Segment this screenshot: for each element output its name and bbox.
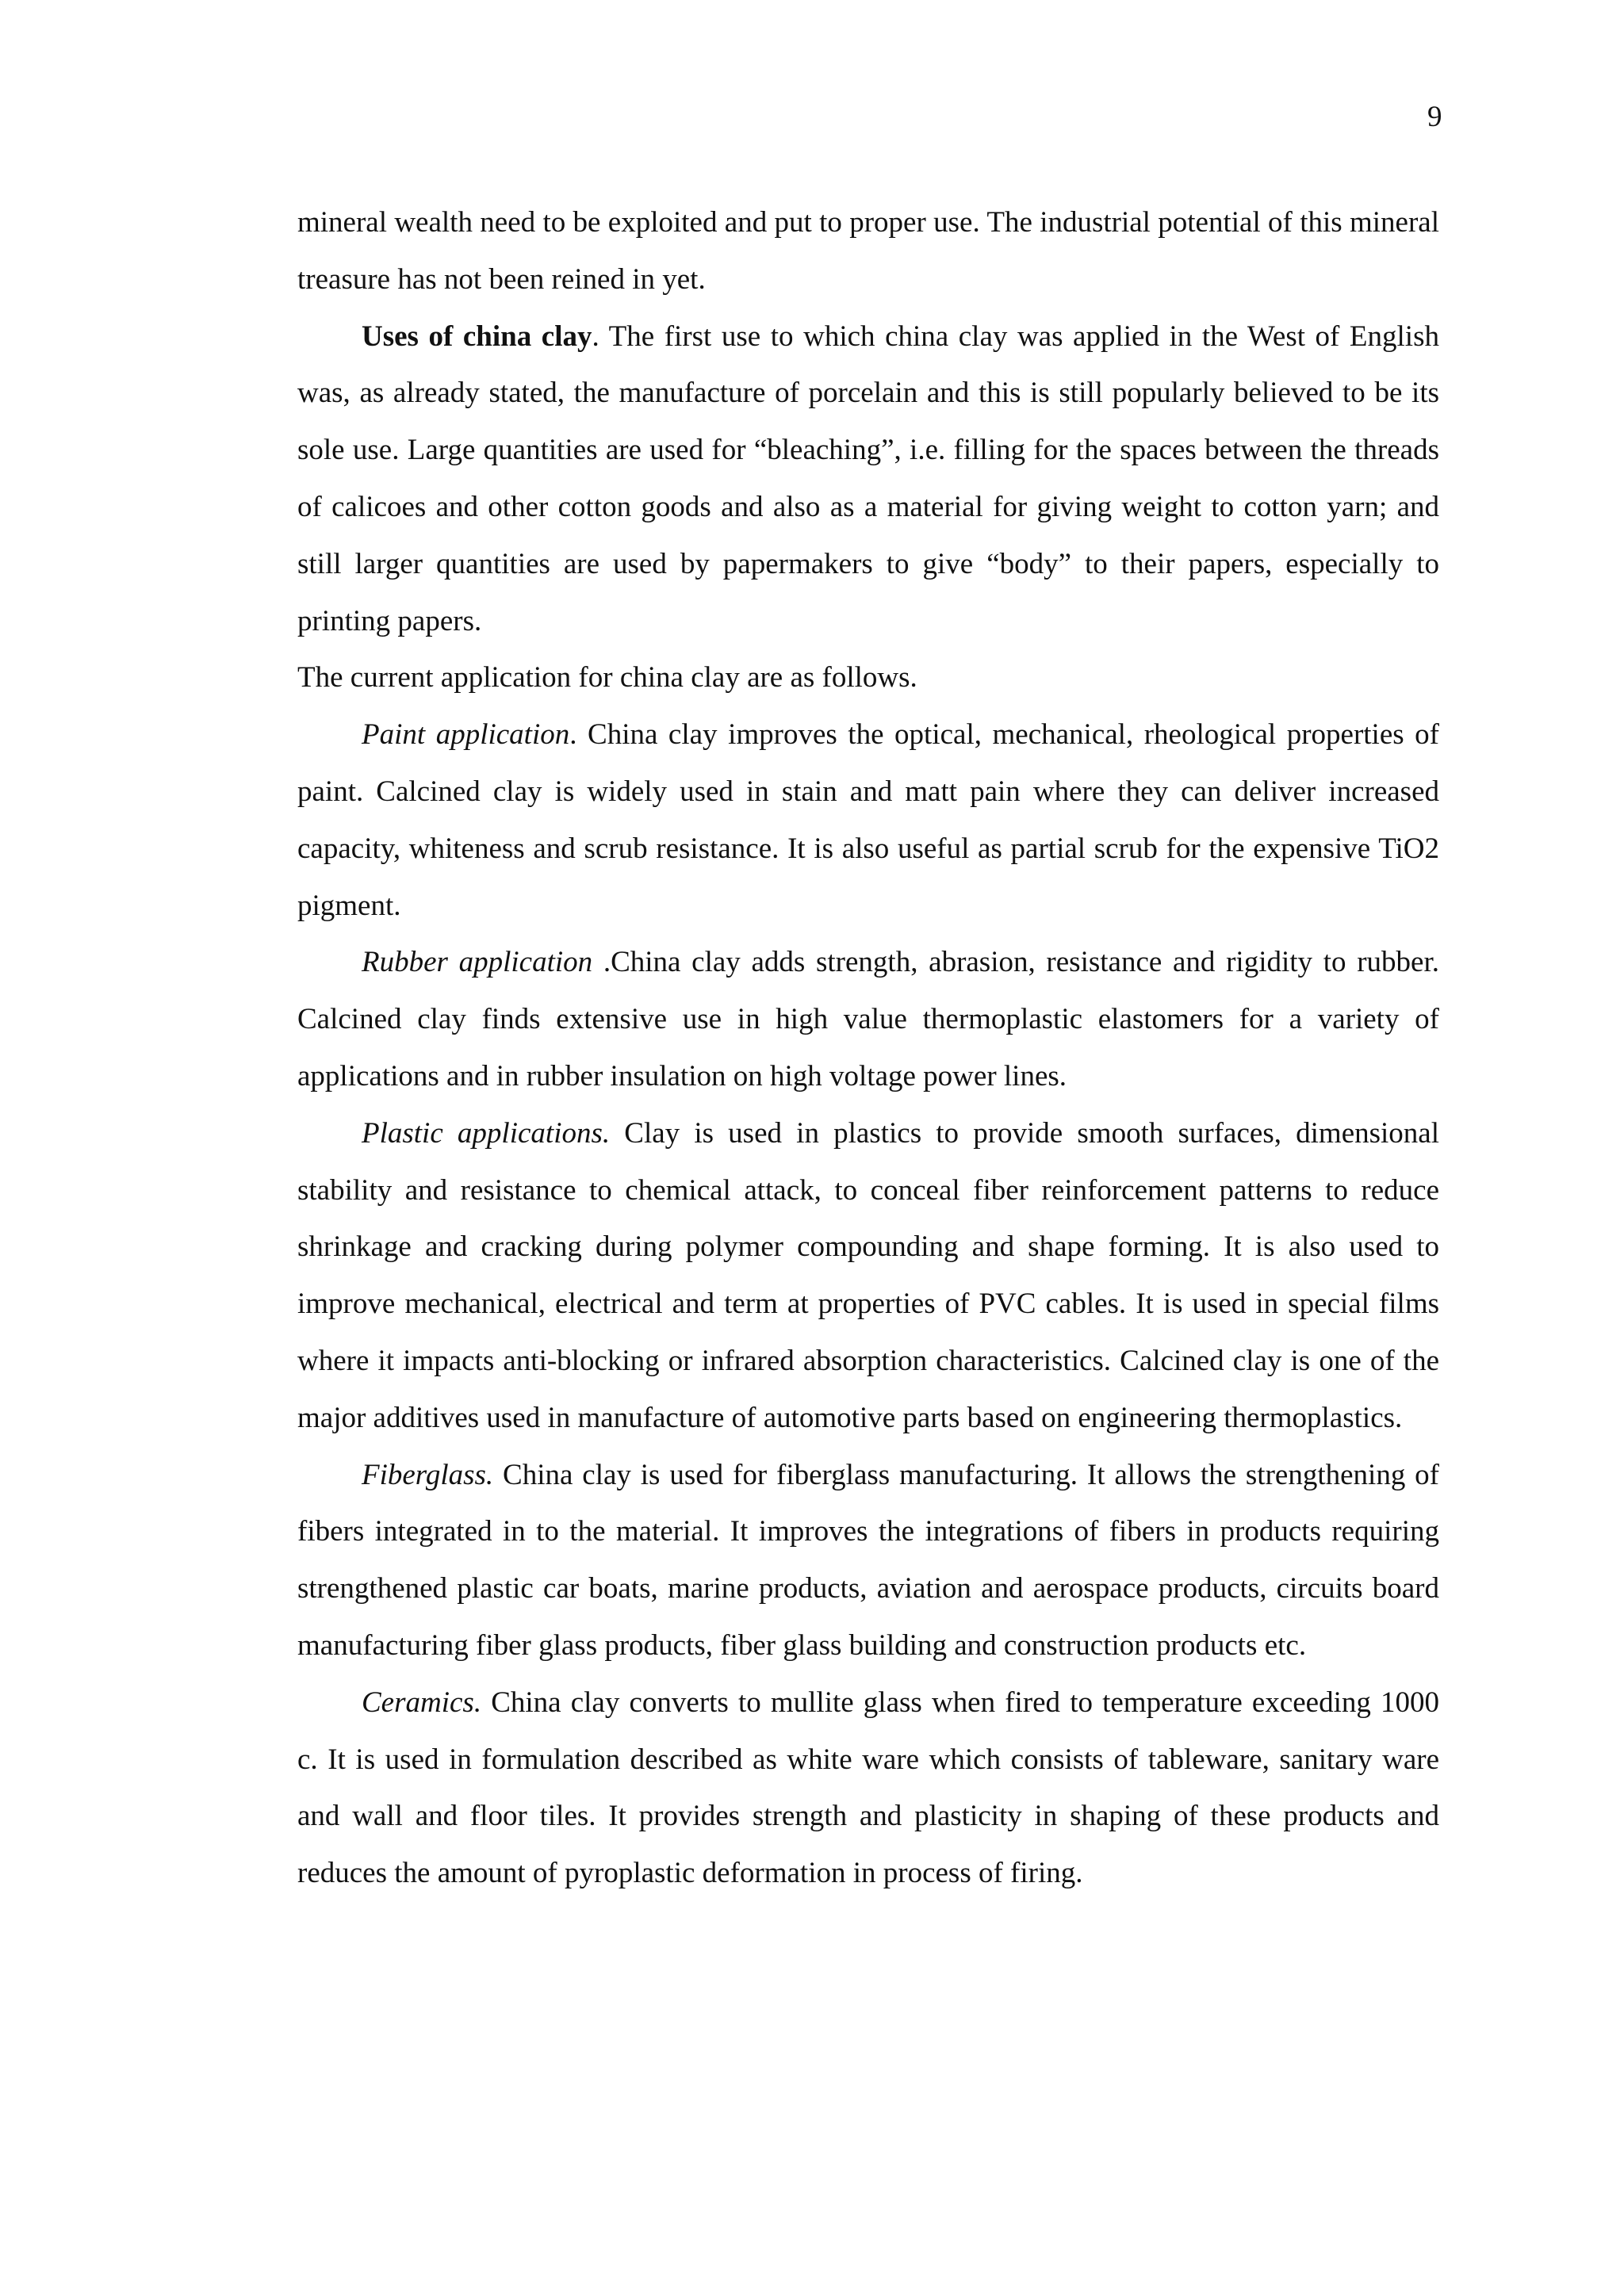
paragraph-text: . The first use to which china clay was applied in the West of English was, as already stated, the manufacture of porcelain and this is still popularly believed to be its sole use. Large quantities are used for “bleaching”, i.e. filling for the spaces between the threads of calicoes and other cotton goods and also as a material for giving weight to cotton yarn; and still larger quantities are used by papermakers to give “body” to their papers, especially to printing papers. [297,320,1439,637]
paragraph-intro-continuation [297,194,1439,308]
paragraph-current-applications [297,649,1439,706]
paragraph-text: . China clay improves the optical, mechanical, rheological properties of paint. Calcined clay is widely used in stain and matt pain where they can deliver increased capacity, whiteness and scrub resistance. It is also useful as partial scrub for the expensive TiO2 pigment. [297,718,1439,922]
paragraph-text: .China clay adds strength, abrasion, resistance and rigidity to rubber. Calcined clay finds extensive use in high value thermoplastic elastomers for a variety of applications and in rubber insulation on high voltage power lines. [297,946,1439,1093]
paragraph-uses-of-china-clay [297,308,1439,650]
paragraph-text: The current application for china clay are as follows. [297,661,917,695]
paragraph-plastic-applications [297,1105,1439,1447]
paragraph-rubber-application [297,934,1439,1104]
body-text [297,194,1439,1902]
paragraph-text: China clay converts to mullite glass when fired to temperature exceeding 1000 c. It is used in formulation described as white ware which consists of tableware, sanitary ware and wall and floor tiles. It provides strength and plasticity in shaping of these products and reduces the amount of pyroplastic deformation in process of firing. [297,1686,1439,1890]
paragraph-text: mineral wealth need to be exploited and put to proper use. The industrial potential of this mineral treasure has not been reined in yet. [297,206,1439,296]
page-number: 9 [1427,101,1442,133]
section-heading: Paint application [362,718,570,752]
section-heading: Fiberglass. [362,1458,494,1491]
paragraph-ceramics [297,1674,1439,1902]
section-heading: Rubber application [362,946,593,979]
paragraph-fiberglass [297,1447,1439,1674]
paragraph-text: China clay is used for fiberglass manufacturing. It allows the strengthening of fibers integrated in to the material. It improves the integrations of fibers in products requiring strengthened plastic car boats, marine products, aviation and aerospace products, circuits board manufacturing fiber glass products, fiber glass building and construction products etc. [297,1458,1439,1662]
paragraph-text: Clay is used in plastics to provide smooth surfaces, dimensional stability and resistance to chemical attack, to conceal fiber reinforcement patterns to reduce shrinkage and cracking during polymer compounding and shape forming. It is also used to improve mechanical, electrical and term at properties of PVC cables. It is used in special films where it impacts anti-blocking or infrared absorption characteristics. Calcined clay is one of the major additives used in manufacture of automotive parts based on engineering thermoplastics. [297,1116,1439,1434]
section-heading: Ceramics. [362,1686,482,1719]
section-heading: Uses of china clay [362,320,592,353]
section-heading: Plastic applications. [362,1116,611,1150]
paragraph-paint-application [297,706,1439,934]
